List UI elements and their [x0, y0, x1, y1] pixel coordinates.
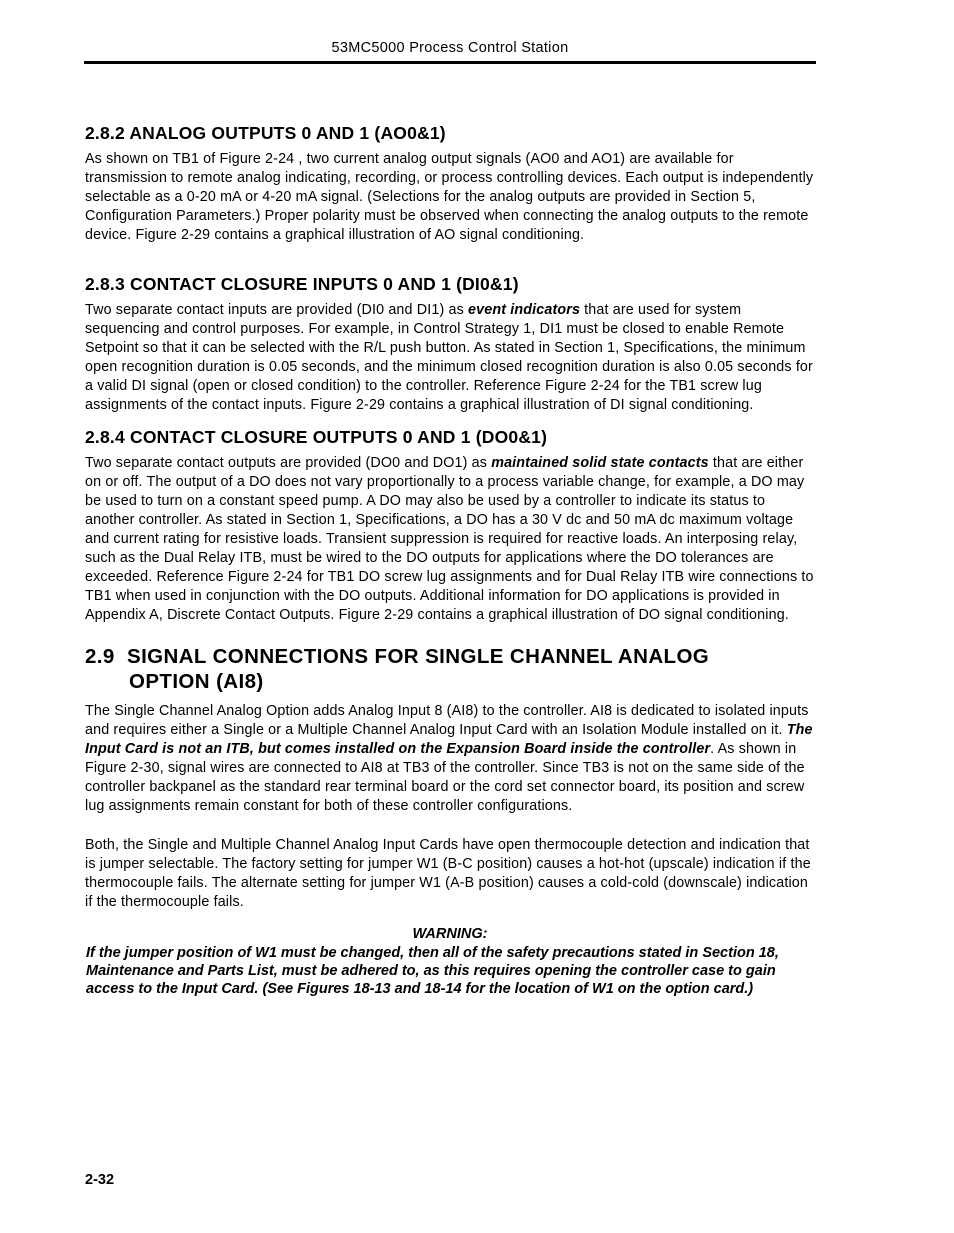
- page-number: 2-32: [85, 1172, 115, 1188]
- section-2-9-paragraph-2: Both, the Single and Multiple Channel Analog Input Cards have open thermocouple detection and indication that is jumper selectable. The factory setting for jumper W1 (B-C position) causes a hot-hot (upscale) indication if the thermocouple fails. The alternate setting for jumper W1 (A-B position) causes a cold-cold (downscale) indication if the thermocouple fails.: [85, 837, 811, 910]
- warning-title: WARNING:: [412, 926, 488, 942]
- section-2-8-2-heading: 2.8.2 ANALOG OUTPUTS 0 AND 1 (AO0&1): [85, 123, 446, 143]
- body-text: Two separate contact inputs are provided (DI0 and DI1) as: [85, 302, 469, 318]
- section-2-8-4-body: [85, 454, 815, 625]
- heading-line-2: OPTION (AI8): [129, 670, 264, 693]
- section-2-8-2-body: As shown on TB1 of Figure 2-24 , two current analog output signals (AO0 and AO1) are available for transmission to remote analog indicating, recording, or process controlling devices. Each output is independently selectable as a 0-20 mA or 4-20 mA signal. (Selections for the analog outputs are provided in Section 5, Configuration Parameters.) Proper polarity must be observed when connecting the analog outputs to the remote device. Figure 2-29 contains a graphical illustration of AO signal conditioning.: [85, 151, 814, 243]
- section-2-9-paragraph-1: [85, 702, 815, 816]
- section-2-8-4-heading: 2.8.4 CONTACT CLOSURE OUTPUTS 0 AND 1 (DO0&1): [85, 427, 548, 447]
- body-text: The Single Channel Analog Option adds Analog Input 8 (AI8) to the controller. AI8 is dedicated to isolated inputs and requires either a Single or a Multiple Channel Analog Input Card with an Isolation Module installed on it.: [85, 703, 809, 738]
- body-text: . As shown in Figure 2-30, signal wires are connected to AI8 at TB3 of the controller. Since TB3 is not on the same side of the controller backpanel as the standard rear terminal board or the cord set connector board, its position and screw lug assignments remain constant for both of these controller configurations.: [85, 741, 805, 814]
- page-header-title: 53MC5000 Process Control Station: [331, 40, 569, 56]
- header-rule: [84, 61, 816, 64]
- emphasis-text: maintained solid state contacts: [491, 455, 709, 471]
- section-2-9-heading: [85, 644, 815, 694]
- section-number: 2.9: [85, 645, 115, 668]
- body-text: Two separate contact outputs are provided (DO0 and DO1) as: [85, 455, 492, 471]
- emphasis-text: The Input Card is not an ITB, but comes installed on the Expansion Board inside the controller: [85, 722, 813, 757]
- section-2-8-3-body: [85, 301, 815, 415]
- emphasis-text: event indicators: [468, 302, 581, 318]
- section-2-8-3-heading: 2.8.3 CONTACT CLOSURE INPUTS 0 AND 1 (DI0&1): [85, 274, 519, 294]
- body-text: that are either on or off. The output of a DO does not vary proportionally to a process variable change, for example, a DO may be used to turn on a constant speed pump. A DO may also be used by a controller to indicate its status to another controller. As stated in Section 1, Specifications, a DO has a 30 V dc and 50 mA dc maximum voltage and current rating for resistive loads. Transient suppression is required for reactive loads. An interposing relay, such as the Dual Relay ITB, must be wired to the DO outputs for applications where the DO tolerances are exceeded. Reference Figure 2-24 for TB1 DO screw lug assignments and for Dual Relay ITB wire connections to TB1 when used in conjunction with the DO outputs. Additional information for DO applications is provided in Appendix A, Discrete Contact Outputs. Figure 2-29 contains a graphical illustration of DO signal conditioning.: [85, 455, 814, 623]
- heading-line-1: SIGNAL CONNECTIONS FOR SINGLE CHANNEL ANALOG: [127, 645, 710, 668]
- body-text: that are used for system sequencing and control purposes. For example, in Control Strategy 1, DI1 must be closed to enable Remote Setpoint so that it can be selected with the R/L push button. As stated in Section 1, Specifications, the minimum open recognition duration is 0.05 seconds, and the minimum closed recognition duration is also 0.05 seconds for a valid DI signal (open or closed condition) to the controller. Reference Figure 2-24 for the TB1 screw lug assignments of the contact inputs. Figure 2-29 contains a graphical illustration of DI signal conditioning.: [85, 302, 813, 413]
- warning-body: If the jumper position of W1 must be changed, then all of the safety precautions stated in Section 18, Maintenance and Parts List, must be adhered to, as this requires opening the controller case to gain access to the Input Card. (See Figures 18-13 and 18-14 for the location of W1 on the option card.): [86, 945, 779, 997]
- page-content: [85, 122, 815, 998]
